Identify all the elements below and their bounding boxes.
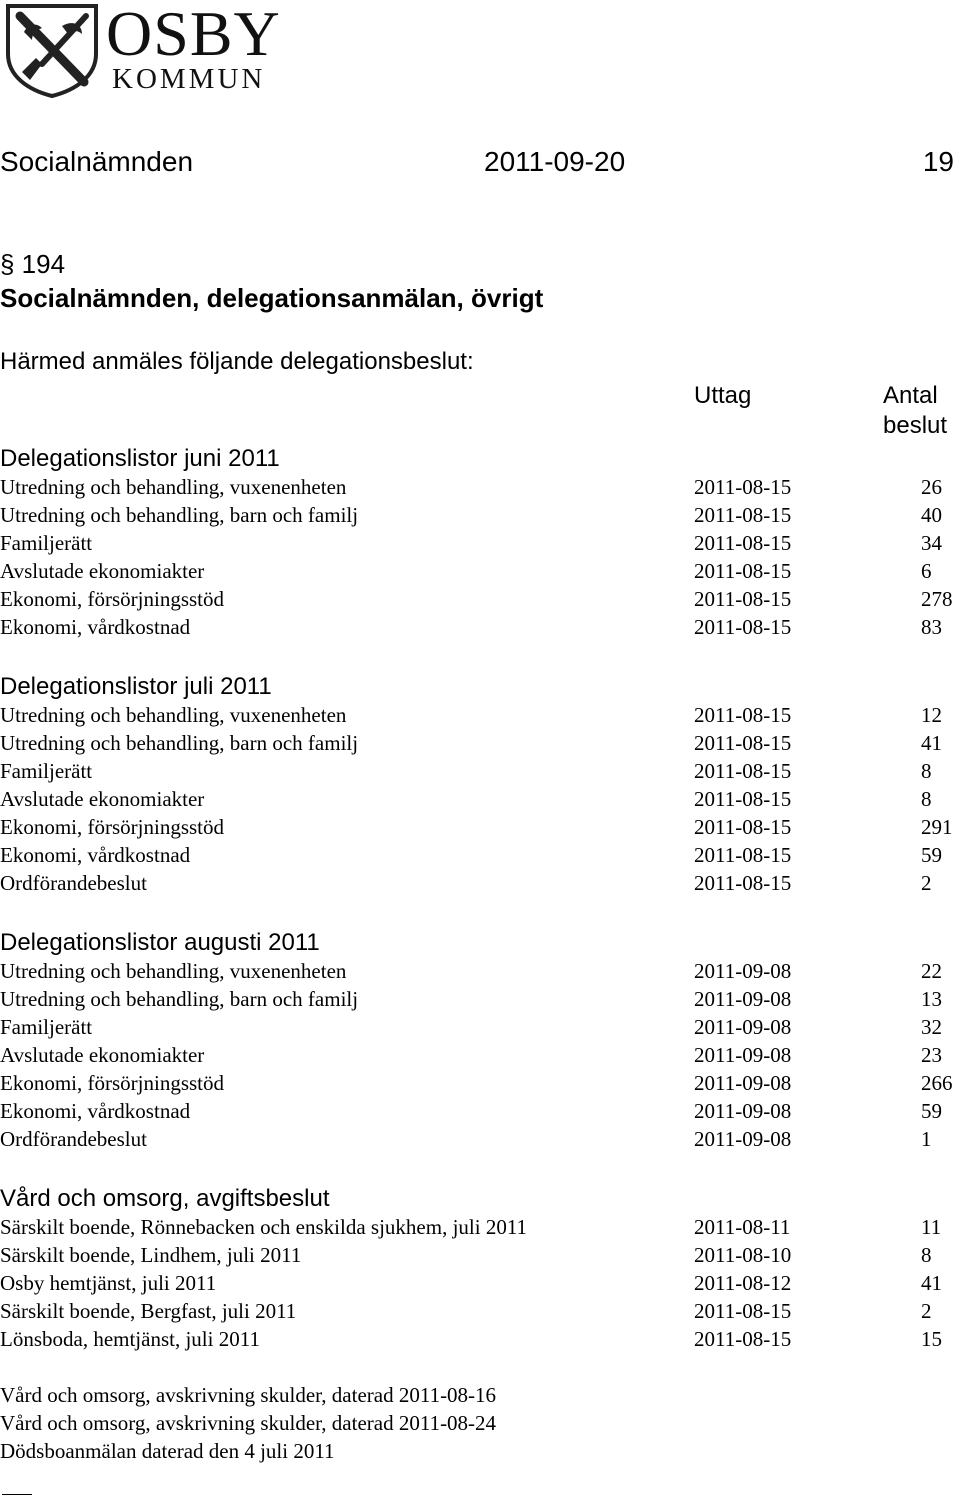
table-row (0, 869, 960, 897)
row-date: 2011-09-08 (694, 1071, 792, 1095)
row-count: 59 (921, 843, 942, 867)
row-date: 2011-08-10 (694, 1243, 792, 1267)
row-count: 2 (921, 871, 932, 895)
row-name: Familjerätt (0, 531, 93, 555)
row-date: 2011-08-15 (694, 815, 792, 839)
row-date: 2011-09-08 (694, 1015, 792, 1039)
row-date: 2011-09-08 (694, 1043, 792, 1067)
row-count: 83 (921, 615, 942, 639)
table-row (0, 1269, 960, 1297)
row-name: Utredning och behandling, vuxenenheten (0, 703, 347, 727)
row-date: 2011-08-15 (694, 843, 792, 867)
row-name: Utredning och behandling, barn och familj (0, 731, 359, 755)
table-row (0, 501, 960, 529)
row-count: 1 (921, 1127, 932, 1151)
row-name: Avslutade ekonomiakter (0, 1043, 205, 1067)
table-row (0, 473, 960, 501)
note-line: Vård och omsorg, avskrivning skulder, daterad 2011-08-16 (0, 1383, 497, 1407)
table-row (0, 1325, 960, 1353)
table-row (0, 1069, 960, 1097)
row-name: Ordförandebeslut (0, 1127, 147, 1151)
footer-divider (2, 1494, 32, 1495)
table-row (0, 557, 960, 585)
committee-name: Socialnämnden (0, 146, 194, 177)
row-name: Särskilt boende, Bergfast, juli 2011 (0, 1299, 297, 1323)
row-date: 2011-08-15 (694, 475, 792, 499)
column-header-date: Uttag (694, 382, 752, 409)
intro-text: Härmed anmäles följande delegationsbeslut: (0, 348, 474, 375)
table-row (0, 1013, 960, 1041)
table-row (0, 841, 960, 869)
section-heading: Delegationslistor juni 2011 (0, 445, 280, 472)
row-date: 2011-09-08 (694, 1099, 792, 1123)
row-name: Ekonomi, vårdkostnad (0, 615, 191, 639)
table-row (0, 585, 960, 613)
row-date: 2011-09-08 (694, 959, 792, 983)
table-row (0, 701, 960, 729)
row-date: 2011-09-08 (694, 987, 792, 1011)
row-date: 2011-08-15 (694, 587, 792, 611)
row-count: 2 (921, 1299, 932, 1323)
table-row (0, 529, 960, 557)
table-row (0, 1213, 960, 1241)
row-name: Ekonomi, vårdkostnad (0, 1099, 191, 1123)
paragraph-title: Socialnämnden, delegationsanmälan, övrigt (0, 283, 544, 313)
row-count: 8 (921, 787, 932, 811)
row-name: Utredning och behandling, vuxenenheten (0, 959, 347, 983)
table-row (0, 1125, 960, 1153)
row-date: 2011-08-15 (694, 1299, 792, 1323)
row-name: Utredning och behandling, barn och familj (0, 987, 359, 1011)
row-date: 2011-09-08 (694, 1127, 792, 1151)
row-name: Utredning och behandling, barn och familj (0, 503, 359, 527)
paragraph-number: § 194 (0, 249, 66, 279)
row-name: Avslutade ekonomiakter (0, 559, 205, 583)
row-count: 41 (921, 731, 942, 755)
table-row (0, 813, 960, 841)
meeting-date: 2011-09-20 (484, 146, 626, 177)
row-name: Utredning och behandling, vuxenenheten (0, 475, 347, 499)
column-header-count: Antal (883, 382, 938, 409)
table-row (0, 1041, 960, 1069)
logo-subtitle: KOMMUN (112, 63, 266, 95)
table-row (0, 613, 960, 641)
note-line: Vård och omsorg, avskrivning skulder, daterad 2011-08-24 (0, 1411, 497, 1435)
table-row (0, 757, 960, 785)
osby-kommun-logo (2, 0, 292, 100)
row-count: 15 (921, 1327, 942, 1351)
row-date: 2011-08-15 (694, 615, 792, 639)
row-name: Särskilt boende, Lindhem, juli 2011 (0, 1243, 302, 1267)
row-count: 266 (921, 1071, 953, 1095)
section-heading: Delegationslistor augusti 2011 (0, 929, 320, 956)
municipal-coat-of-arms-icon (2, 2, 102, 98)
note-line: Dödsboanmälan daterad den 4 juli 2011 (0, 1439, 335, 1463)
table-row (0, 985, 960, 1013)
row-date: 2011-08-15 (694, 871, 792, 895)
row-name: Osby hemtjänst, juli 2011 (0, 1271, 217, 1295)
row-date: 2011-08-15 (694, 759, 792, 783)
row-count: 8 (921, 1243, 932, 1267)
section-heading: Vård och omsorg, avgiftsbeslut (0, 1185, 330, 1212)
row-date: 2011-08-15 (694, 1327, 792, 1351)
row-count: 34 (921, 531, 942, 555)
row-count: 41 (921, 1271, 942, 1295)
table-row (0, 1297, 960, 1325)
row-date: 2011-08-15 (694, 531, 792, 555)
table-row (0, 957, 960, 985)
row-date: 2011-08-11 (694, 1215, 791, 1239)
page-number: 19 (922, 146, 954, 177)
row-count: 291 (921, 815, 953, 839)
row-count: 59 (921, 1099, 942, 1123)
row-date: 2011-08-15 (694, 559, 792, 583)
row-count: 12 (921, 703, 942, 727)
row-count: 23 (921, 1043, 942, 1067)
row-date: 2011-08-15 (694, 703, 792, 727)
row-count: 40 (921, 503, 942, 527)
table-row (0, 785, 960, 813)
row-count: 13 (921, 987, 942, 1011)
row-count: 26 (921, 475, 942, 499)
table-row (0, 729, 960, 757)
logo-wordmark: OSBY (106, 0, 281, 69)
row-count: 11 (921, 1215, 942, 1239)
column-header-count-line2: beslut (883, 412, 948, 439)
row-count: 22 (921, 959, 942, 983)
row-count: 32 (921, 1015, 942, 1039)
row-name: Ekonomi, försörjningsstöd (0, 815, 224, 839)
row-name: Särskilt boende, Rönnebacken och enskilda sjukhem, juli 2011 (0, 1215, 528, 1239)
row-count: 6 (921, 559, 932, 583)
row-date: 2011-08-15 (694, 503, 792, 527)
row-name: Familjerätt (0, 759, 93, 783)
row-count: 8 (921, 759, 932, 783)
row-date: 2011-08-15 (694, 731, 792, 755)
row-name: Avslutade ekonomiakter (0, 787, 205, 811)
row-name: Lönsboda, hemtjänst, juli 2011 (0, 1327, 260, 1351)
row-name: Ekonomi, försörjningsstöd (0, 1071, 224, 1095)
row-name: Ordförandebeslut (0, 871, 147, 895)
row-date: 2011-08-15 (694, 787, 792, 811)
row-date: 2011-08-12 (694, 1271, 792, 1295)
row-name: Ekonomi, vårdkostnad (0, 843, 191, 867)
row-name: Familjerätt (0, 1015, 93, 1039)
row-name: Ekonomi, försörjningsstöd (0, 587, 224, 611)
section-heading: Delegationslistor juli 2011 (0, 673, 272, 700)
row-count: 278 (921, 587, 953, 611)
table-row (0, 1241, 960, 1269)
table-row (0, 1097, 960, 1125)
